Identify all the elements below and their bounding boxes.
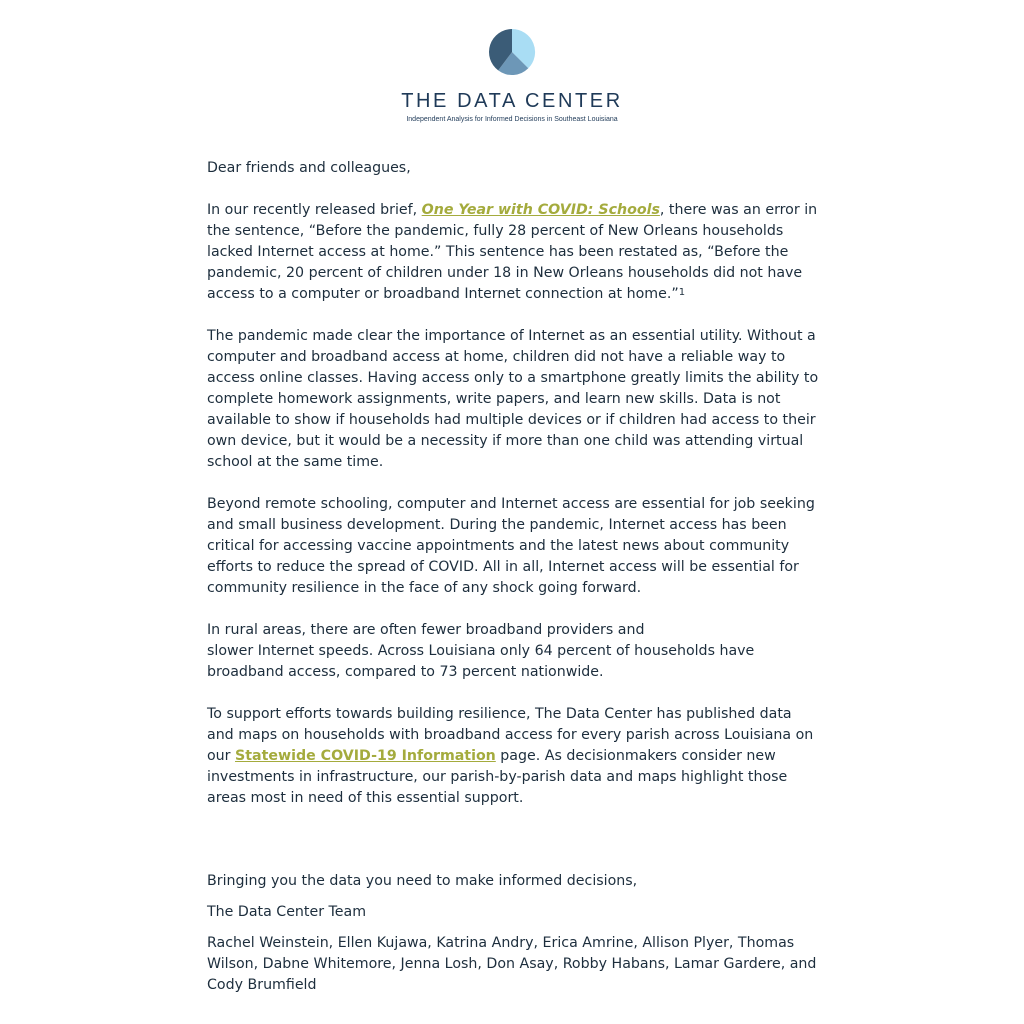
letter-body bbox=[207, 158, 819, 996]
paragraph-resilience bbox=[207, 704, 819, 809]
brand-name: THE DATA CENTER bbox=[401, 90, 623, 112]
staff-names: Rachel Weinstein, Ellen Kujawa, Katrina Andry, Erica Amrine, Allison Plyer, Thomas Wilson, Dabne Whitemore, Jenna Losh, Don Asay, Robby Habans, Lamar Gardere, and Cody Brumfield bbox=[207, 935, 817, 993]
paragraph-remote-schooling: Beyond remote schooling, computer and Internet access are essential for job seeking and small business development. During the pandemic, Internet access has been critical for accessing vaccine appointments and the latest news about community efforts to reduce the spread of COVID. All in all, Internet access will be essential for community resilience in the face of any shock going forward. bbox=[207, 496, 815, 596]
brand-tagline: Independent Analysis for Informed Decisions in Southeast Louisiana bbox=[406, 116, 618, 123]
paragraph-text: , there was an error in the sentence, “Before the pandemic, fully 28 percent of New Orleans households lacked Internet access at home.” This sentence has been restated as, “Before the pandemic, 20 percent of children under 18 in New Orleans households did not have access to a computer or broadband Internet connection at home.” bbox=[207, 202, 818, 302]
paragraph-text: slower Internet speeds. Across Louisiana only 64 percent of households have broadband access, compared to 73 percent nationwide. bbox=[207, 643, 755, 680]
paragraph-text: To support efforts towards building resilience, The Data Center has published data and maps on households with broadband access for every parish across Louisiana on our bbox=[207, 706, 814, 764]
paragraph-internet-utility: The pandemic made clear the importance of Internet as an essential utility. Without a computer and broadband access at home, children did not have a reliable way to access online classes. Having access only to a smartphone greatly limits the ability to complete homework assignments, write papers, and learn new skills. Data is not available to show if households had multiple devices or if children had access to their own device, but it would be a necessity if more than one child was attending virtual school at the same time. bbox=[207, 328, 819, 470]
paragraph-text: In rural areas, there are often fewer broadband providers and bbox=[207, 622, 645, 638]
header bbox=[0, 28, 1024, 124]
team-signature: The Data Center Team bbox=[207, 904, 367, 920]
paragraph-rural-areas bbox=[207, 620, 819, 683]
closing-line: Bringing you the data you need to make informed decisions, bbox=[207, 873, 638, 889]
paragraph-text: In our recently released brief, bbox=[207, 202, 422, 218]
paragraph-text: page. As decisionmakers consider new investments in infrastructure, our parish-by-parish data and maps highlight those areas most in need of this essential support. bbox=[207, 748, 788, 806]
greeting: Dear friends and colleagues, bbox=[207, 160, 411, 176]
brief-link[interactable]: One Year with COVID: Schools bbox=[421, 202, 660, 218]
statewide-covid-link[interactable]: Statewide COVID-19 Information bbox=[235, 748, 496, 764]
footnote-marker: 1 bbox=[678, 287, 686, 298]
logo-pie-icon bbox=[488, 28, 536, 76]
paragraph-correction bbox=[207, 200, 819, 305]
